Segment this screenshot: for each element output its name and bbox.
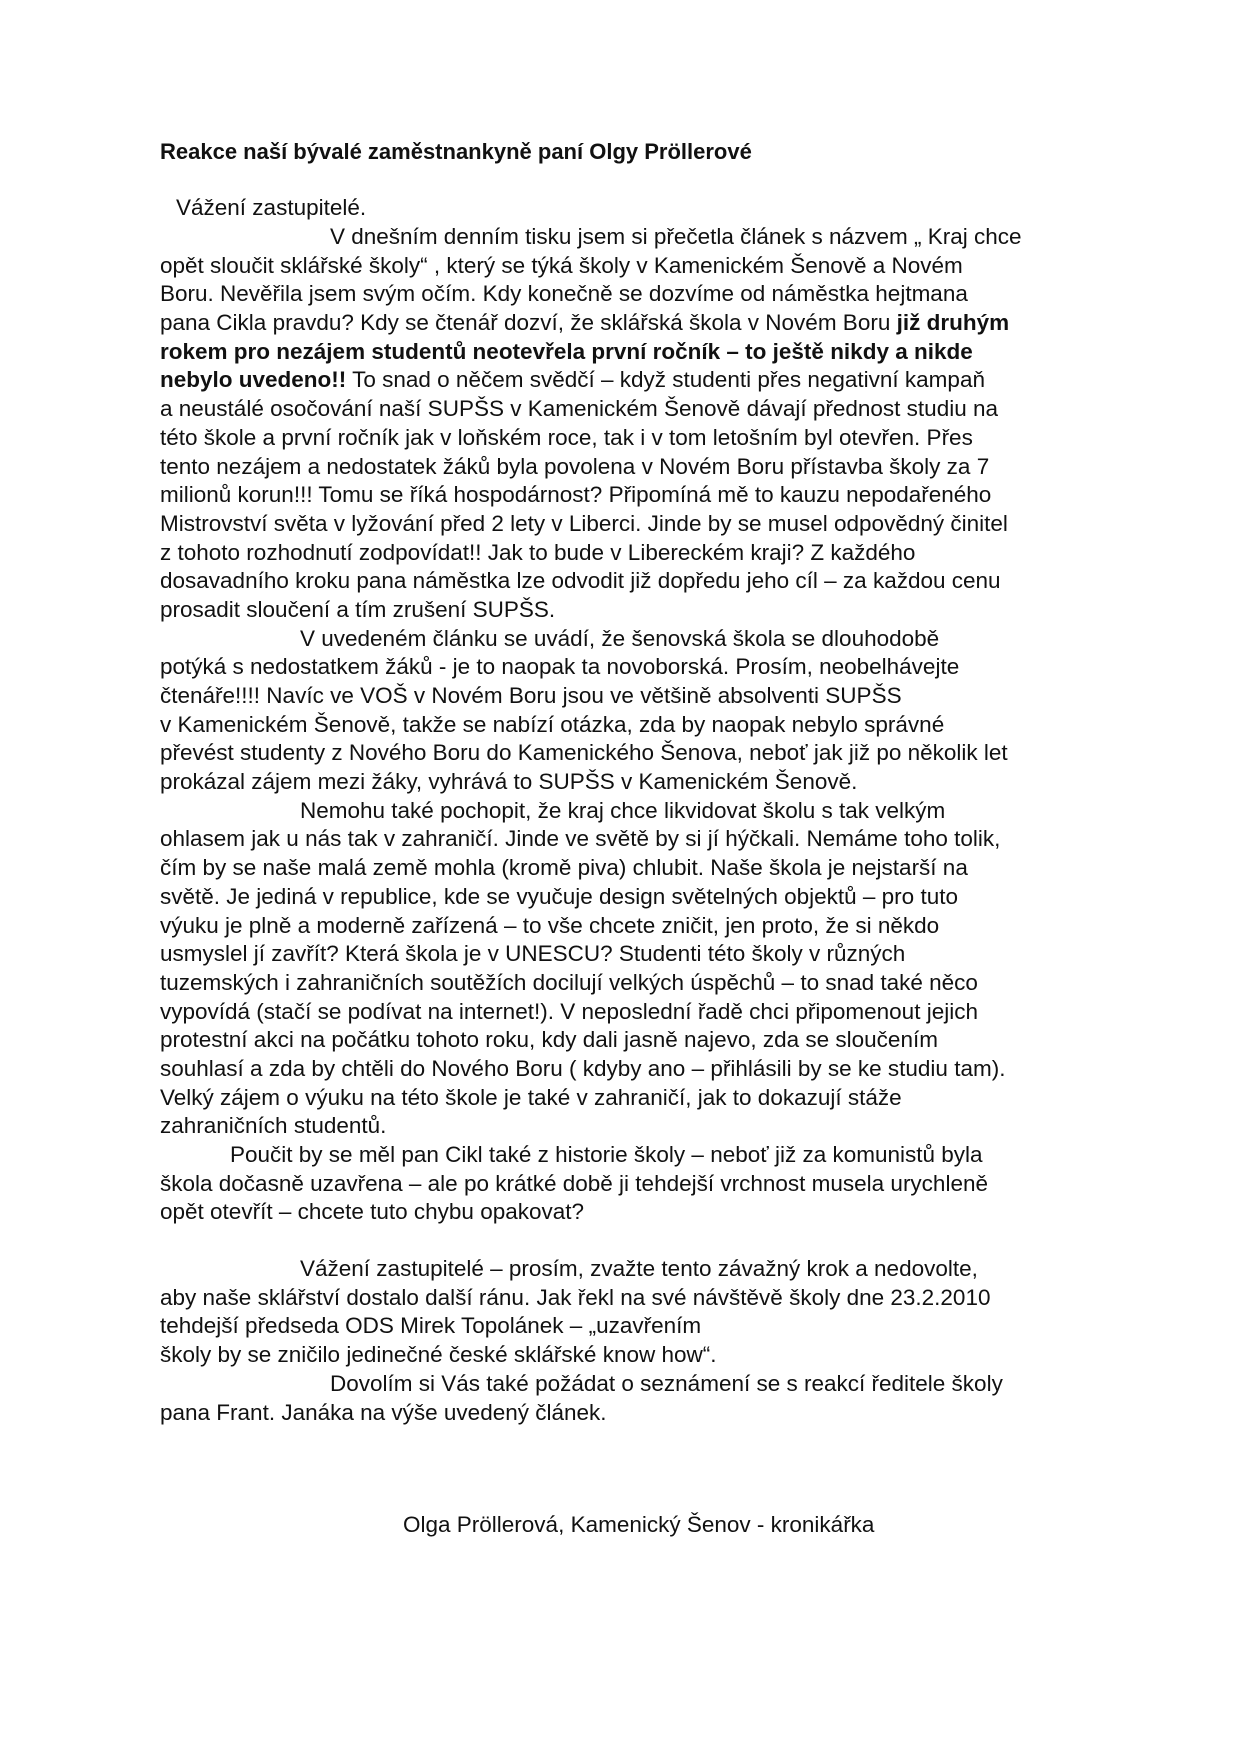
text-line: prokázal zájem mezi žáky, vyhrává to SUPŠS v Kamenickém Šenově. (160, 769, 858, 795)
text-line: aby naše sklářství dostalo další ránu. Jak řekl na své návštěvě školy dne 23.2.2010 (160, 1284, 991, 1310)
text-line: tehdejší předseda ODS Mirek Topolánek – „uzavřením (160, 1313, 702, 1339)
text-fragment: To snad o něčem svědčí – když studenti přes negativní kampaň (346, 367, 985, 393)
text-line: Vážení zastupitelé – prosím, zvažte tento závažný krok a nedovolte, (300, 1256, 978, 1282)
text-fragment: pana Cikla pravdu? Kdy se čtenář dozví, že sklářská škola v Novém Boru (160, 310, 897, 336)
document-title: Reakce naší bývalé zaměstnankyně paní Olgy Prӧllerové (160, 139, 752, 164)
text-line: zahraničních studentů. (160, 1113, 387, 1139)
text-line: potýká s nedostatkem žáků - je to naopak ta novoborská. Prosím, neobelhávejte (160, 654, 960, 680)
text-line: opět otevřít – chcete tuto chybu opakovat? (160, 1199, 585, 1225)
bold-fragment: nebylo uvedeno!! (160, 367, 347, 393)
text-line: Mistrovství světa v lyžování před 2 lety v Liberci. Jinde by se musel odpovědný činitel (160, 510, 1008, 536)
text-line: školy by se zničilo jedinečné české sklářské know how“. (160, 1342, 717, 1368)
signature-line: Olga Prӧllerová, Kamenický Šenov - kronikářka (403, 1512, 875, 1537)
text-line: v Kamenickém Šenově, takže se nabízí otázka, zda by naopak nebylo správné (160, 711, 945, 737)
paragraph-gap (160, 1227, 1120, 1255)
text-line: výuku je plně a moderně zařízená – to vše chcete zničit, jen proto, že si někdo (160, 912, 940, 938)
greeting: Vážení zastupitelé. (176, 195, 367, 220)
text-line: Velký zájem o výuku na této škole je také v zahraničí, jak to dokazují stáže (160, 1084, 902, 1110)
text-line: Nemohu také pochopit, že kraj chce likvidovat školu s tak velkým (300, 797, 946, 823)
text-line: usmyslel jí zavřít? Která škola je v UNESCU? Studenti této školy v různých (160, 941, 906, 967)
letter-body (160, 223, 1120, 1427)
text-line: tento nezájem a nedostatek žáků byla povolena v Novém Boru přístavba školy za 7 (160, 453, 990, 479)
text-line: V uvedeném článku se uvádí, že šenovská škola se dlouhodobě (300, 625, 940, 651)
text-line: Boru. Nevěřila jsem svým očím. Kdy konečně se dozvíme od náměstka hejtmana (160, 281, 968, 307)
text-line: protestní akci na počátku tohoto roku, kdy dali jasně najevo, zda se sloučením (160, 1027, 938, 1053)
text-line: čím by se naše malá země mohla (kromě piva) chlubit. Naše škola je nejstarší na (160, 855, 968, 881)
text-line: z tohoto rozhodnutí zodpovídat!! Jak to bude v Libereckém kraji? Z každého (160, 539, 916, 565)
text-line: souhlasí a zda by chtěli do Nového Boru ( kdyby ano – přihlásili by se ke studiu tam). (160, 1055, 1006, 1081)
text-line: Dovolím si Vás také požádat o seznámení se s reakcí ředitele školy (330, 1370, 1003, 1396)
text-line: tuzemských i zahraničních soutěžích docilují velkých úspěchů – to snad také něco (160, 969, 978, 995)
text-line: dosavadního kroku pana náměstka lze odvodit již dopředu jeho cíl – za každou cenu (160, 568, 1001, 594)
text-line: V dnešním denním tisku jsem si přečetla článek s názvem „ Kraj chce (330, 224, 1022, 249)
text-line: vypovídá (stačí se podívat na internet!). V neposlední řadě chci připomenout jejich (160, 998, 978, 1024)
text-line: milionů korun!!! Tomu se říká hospodárnost? Připomíná mě to kauzu nepodařeného (160, 482, 992, 508)
text-line: čtenáře!!!! Navíc ve VOŠ v Novém Boru jsou ve většině absolventi SUPŠS (160, 683, 902, 708)
text-line (160, 309, 1120, 338)
bold-line: rokem pro nezájem studentů neotevřela první ročník – to ještě nikdy a nikde (160, 338, 973, 364)
text-line: prosadit sloučení a tím zrušení SUPŠS. (160, 596, 556, 622)
text-line: převést studenty z Nového Boru do Kamenického Šenova, neboť jak již po několik let (160, 740, 1008, 766)
text-line: světě. Je jediná v republice, kde se vyučuje design světelných objektů – pro tuto (160, 883, 958, 909)
text-line: a neustálé osočování naší SUPŠS v Kamenickém Šenově dávají přednost studiu na (160, 396, 998, 422)
text-line: pana Frant. Janáka na výše uvedený článek. (160, 1399, 607, 1425)
text-line: ohlasem jak u nás tak v zahraničí. Jinde ve světě by si jí hýčkali. Nemáme toho tolik, (160, 826, 1001, 852)
text-line: opět sloučit sklářské školy“ , který se týká školy v Kamenickém Šenově a Novém (160, 252, 963, 278)
bold-fragment: již druhým (896, 310, 1010, 336)
text-line: této škole a první ročník jak v loňském roce, tak i v tom letošním byl otevřen. Přes (160, 424, 973, 450)
text-line: Poučit by se měl pan Cikl také z historie školy – neboť již za komunistů byla (230, 1142, 983, 1167)
text-line: škola dočasně uzavřena – ale po krátké době ji tehdejší vrchnost musela urychleně (160, 1170, 988, 1196)
text-line (160, 366, 1120, 395)
